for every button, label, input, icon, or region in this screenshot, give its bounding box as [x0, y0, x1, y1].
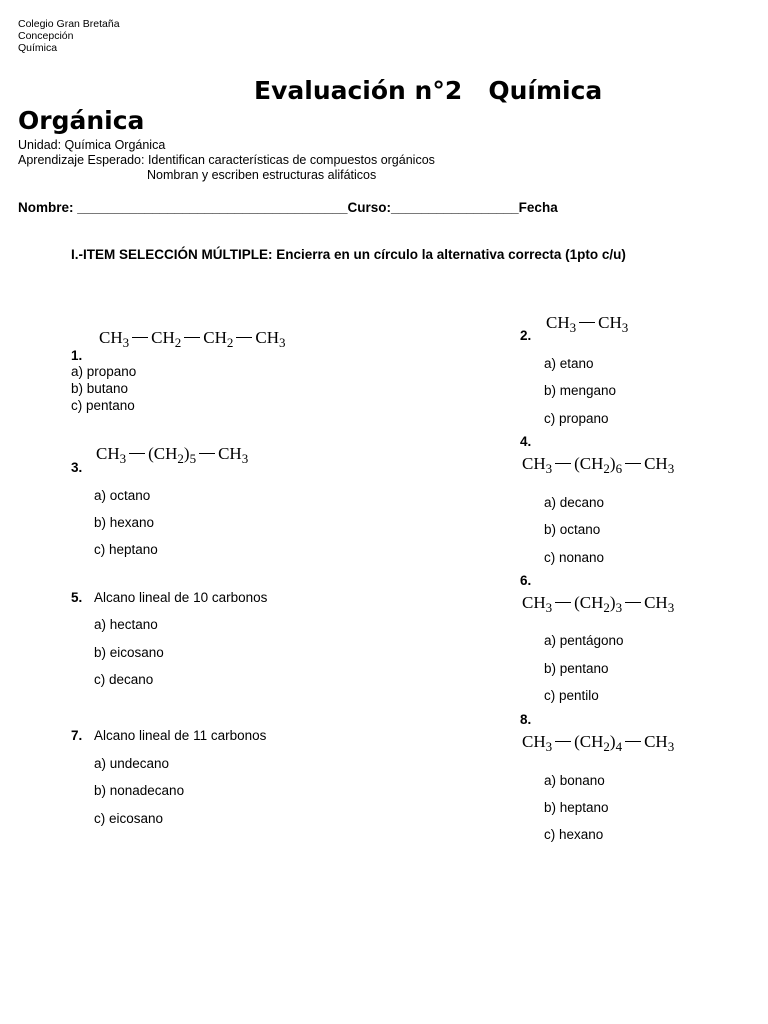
q4-formula: $CH_3$ $(CH_2)_6$ $CH_3$ — [522, 454, 675, 476]
q2-option-b[interactable]: b) mengano — [544, 383, 617, 398]
q3-option-b[interactable]: b) hexano — [94, 515, 155, 530]
section-title: I.-ITEM SELECCIÓN MÚLTIPLE: Encierra en un círculo la alternativa correcta (1pto c/u) — [71, 247, 626, 262]
page-title-continued: Orgánica — [18, 106, 145, 135]
q6-option-c[interactable]: c) pentilo — [544, 688, 599, 703]
school-name: Colegio Gran Bretaña — [18, 18, 120, 30]
q8-number: 8. — [520, 712, 532, 727]
q2-option-c[interactable]: c) propano — [544, 411, 609, 426]
q8-option-a[interactable]: a) bonano — [544, 773, 605, 788]
q1-number: 1. — [71, 348, 83, 363]
q5-prompt: Alcano lineal de 10 carbonos — [94, 590, 268, 605]
q4-number: 4. — [520, 434, 532, 449]
q4-option-c[interactable]: c) nonano — [544, 550, 605, 565]
q5-option-b[interactable]: b) eicosano — [94, 645, 164, 660]
q1-option-a[interactable]: a) propano — [71, 364, 137, 379]
q3-option-c[interactable]: c) heptano — [94, 542, 158, 557]
school-city: Concepción — [18, 30, 74, 42]
unit-label: Unidad: Química Orgánica — [18, 138, 166, 152]
q6-formula: $CH_3$ $(CH_2)_3$ $CH_3$ — [522, 593, 675, 615]
student-fields-line[interactable]: Nombre: ____________________________________Curso:_________________Fecha — [18, 200, 558, 215]
q5-number: 5. — [71, 590, 83, 605]
q1-option-b[interactable]: b) butano — [71, 381, 129, 396]
q8-option-c[interactable]: c) hexano — [544, 827, 604, 842]
q1-option-c[interactable]: c) pentano — [71, 398, 135, 413]
q7-option-b[interactable]: b) nonadecano — [94, 783, 185, 798]
q3-option-a[interactable]: a) octano — [94, 488, 151, 503]
q2-number: 2. — [520, 328, 532, 343]
school-subject: Química — [18, 42, 58, 54]
q6-option-a[interactable]: a) pentágono — [544, 633, 624, 648]
q7-option-c[interactable]: c) eicosano — [94, 811, 164, 826]
q4-option-a[interactable]: a) decano — [544, 495, 605, 510]
q2-formula: $CH_3$ $CH_3$ — [546, 313, 629, 335]
q7-prompt: Alcano lineal de 11 carbonos — [94, 728, 267, 743]
q1-formula: $CH_3$ $CH_2$ $CH_2$ $CH_3$ — [99, 328, 286, 350]
learning-label-2: Nombran y escriben estructuras alifáticos — [147, 168, 377, 182]
q2-option-a[interactable]: a) etano — [544, 356, 594, 371]
page-title: Evaluación n°2 Química — [254, 76, 603, 105]
q8-option-b[interactable]: b) heptano — [544, 800, 609, 815]
q4-option-b[interactable]: b) octano — [544, 522, 601, 537]
q3-formula: $CH_3$ $(CH_2)_5$ $CH_3$ — [96, 444, 249, 466]
learning-label: Aprendizaje Esperado: Identifican características de compuestos orgánicos — [18, 153, 435, 167]
q5-option-c[interactable]: c) decano — [94, 672, 154, 687]
q5-option-a[interactable]: a) hectano — [94, 617, 158, 632]
q6-number: 6. — [520, 573, 532, 588]
q3-number: 3. — [71, 460, 83, 475]
q8-formula: $CH_3$ $(CH_2)_4$ $CH_3$ — [522, 732, 675, 754]
q7-option-a[interactable]: a) undecano — [94, 756, 170, 771]
q6-option-b[interactable]: b) pentano — [544, 661, 609, 676]
q7-number: 7. — [71, 728, 83, 743]
